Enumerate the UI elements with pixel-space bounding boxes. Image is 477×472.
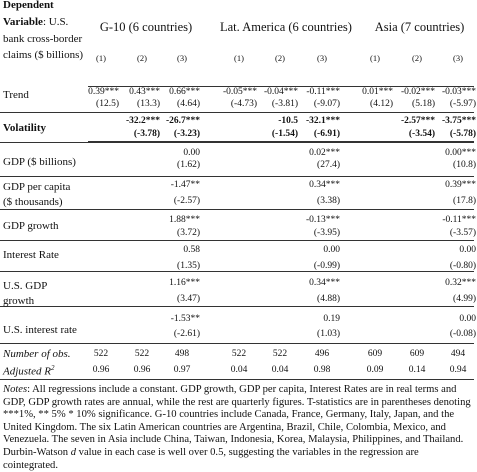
t-statistic: (3.47) (177, 294, 200, 304)
row-label: Interest Rate (3, 249, 59, 261)
coef-estimate: -26.7*** (165, 116, 200, 126)
row-label: ($ thousands) (3, 196, 63, 208)
t-statistic: (4.64) (177, 99, 200, 109)
coef-estimate: 0.02*** (309, 148, 340, 158)
column-number: (2) (412, 53, 422, 63)
t-statistic: (-2.61) (173, 329, 200, 339)
t-statistic: (-4.73) (230, 99, 257, 109)
group-header: Asia (7 countries) (374, 20, 465, 34)
stat-value: 0.14 (408, 365, 426, 375)
row-rule (0, 240, 474, 241)
stat-value: 0.09 (366, 365, 384, 375)
t-statistic: (-2.57) (173, 196, 200, 206)
t-statistic: (-3.23) (173, 129, 200, 139)
coef-estimate: -1.53** (170, 314, 200, 324)
coef-estimate: 0.00*** (445, 148, 476, 158)
t-statistic: (27.4) (317, 160, 340, 170)
coef-estimate: 0.00 (459, 245, 476, 255)
coef-estimate: -0.02*** (400, 87, 435, 97)
dependent-variable-label (3, 0, 87, 64)
row-rule (0, 209, 474, 210)
coef-estimate: 0.34*** (309, 180, 340, 190)
t-statistic: (-3.95) (313, 228, 340, 238)
coef-estimate: 0.58 (183, 245, 200, 255)
coef-estimate: -1.47** (170, 180, 200, 190)
t-statistic: (4.99) (453, 294, 476, 304)
coef-estimate: 0.00 (459, 314, 476, 324)
t-statistic: (-6.91) (313, 129, 340, 139)
coef-estimate: 0.32*** (445, 278, 476, 288)
column-number: (3) (317, 53, 327, 63)
t-statistic: (3.38) (317, 196, 340, 206)
stat-value: 609 (409, 349, 425, 359)
t-statistic: (-0.99) (313, 261, 340, 271)
row-label: Volatility (3, 122, 46, 134)
stat-value: 0.96 (92, 365, 110, 375)
coef-estimate: 0.39*** (88, 87, 119, 97)
column-number: (1) (370, 53, 380, 63)
table-notes (3, 384, 471, 472)
notes-dw-d: d (70, 446, 76, 458)
row-rule (0, 306, 474, 307)
stat-label (3, 349, 71, 360)
t-statistic: (5.18) (412, 99, 435, 109)
stat-value: 496 (314, 349, 330, 359)
stat-value: 494 (450, 349, 466, 359)
row-rule (0, 176, 474, 177)
t-statistic: (3.72) (177, 228, 200, 238)
t-statistic: (-3.81) (271, 99, 298, 109)
coef-estimate: 0.39*** (445, 180, 476, 190)
t-statistic: (12.5) (96, 99, 119, 109)
dependent-variable-rest: : U.S. bank cross-border claims ($ billions) (3, 15, 84, 62)
notes-tail: value in each case is well over 0.5, suggesting the variables in the regression are cointegrated. (3, 446, 419, 471)
row-rule (0, 112, 474, 113)
t-statistic: (-0.08) (449, 329, 476, 339)
row-label: GDP per capita (3, 181, 71, 193)
row-label: U.S. interest rate (3, 324, 77, 336)
t-statistic: (4.12) (370, 99, 393, 109)
notes-lead: Notes (3, 384, 28, 395)
t-statistic: (1.03) (317, 329, 340, 339)
t-statistic: (-3.54) (408, 129, 435, 139)
stat-value: 0.96 (133, 365, 151, 375)
coef-estimate: -0.11*** (306, 87, 340, 97)
stat-value: 522 (93, 349, 109, 359)
coef-estimate: -32.1*** (305, 116, 340, 126)
coef-estimate: -32.2*** (125, 116, 160, 126)
stat-label (3, 365, 54, 378)
column-number: (2) (137, 53, 147, 63)
t-statistic: (-3.78) (133, 129, 160, 139)
t-statistic: (13.3) (137, 99, 160, 109)
group-header: G-10 (6 countries) (99, 20, 193, 34)
stat-label-text: Adjusted R (3, 365, 51, 378)
row-rule (0, 343, 474, 344)
column-number: (2) (275, 53, 285, 63)
t-statistic: (-9.07) (313, 99, 340, 109)
coef-estimate: -0.05*** (222, 87, 257, 97)
column-number: (3) (453, 53, 463, 63)
dependent-variable-bold: Dependent Variable (3, 0, 54, 28)
stat-value: 0.98 (313, 365, 331, 375)
coef-estimate: -3.75*** (441, 116, 476, 126)
t-statistic: (-5.97) (449, 99, 476, 109)
t-statistic: (4.88) (317, 294, 340, 304)
row-rule (0, 271, 474, 272)
coef-estimate: 1.88*** (169, 215, 200, 225)
coef-estimate: -10.5 (278, 116, 298, 126)
row-label: GDP growth (3, 220, 59, 232)
stat-value: 0.97 (173, 365, 191, 375)
stat-label-superscript: 2 (50, 364, 55, 372)
coef-estimate: -0.11*** (442, 215, 476, 225)
t-statistic: (-3.57) (449, 228, 476, 238)
coef-estimate: 0.19 (323, 314, 340, 324)
stat-value: 522 (272, 349, 288, 359)
t-statistic: (1.62) (177, 160, 200, 170)
stat-value: 498 (174, 349, 190, 359)
stat-label-text: Number of obs. (3, 348, 71, 360)
t-statistic: (-5.78) (449, 129, 476, 139)
coef-estimate: 0.34*** (309, 278, 340, 288)
t-statistic: (-0.80) (449, 261, 476, 271)
notes-text: : All regressions include a constant. GDP growth, GDP per capita, Interest Rates are in real terms and GDP, GDP growth rates are annual, while the rest are quarterly figures. T-statistics are in parentheses denoting ***1%, ** 5% * 10% significance. G-10 countries include Canada, France, Germany, Italy, Japan, and the United Kingdom. The six Latin American countries are Argentina, Brazil, Chile, Colombia, Mexico, and Venezuela. The seven in Asia include China, Taiwan, Indonesia, Korea, Malaysia, Philippines, and Thailand. Durbin-Watson (3, 384, 471, 458)
coef-estimate: 0.00 (323, 245, 340, 255)
coef-estimate: -0.04*** (263, 87, 298, 97)
stat-value: 609 (367, 349, 383, 359)
row-label: GDP ($ billions) (3, 156, 76, 168)
coef-estimate: 0.66*** (169, 87, 200, 97)
row-label: U.S. GDP (3, 280, 48, 292)
group-header: Lat. America (6 countries) (220, 20, 352, 34)
t-statistic: (10.8) (453, 160, 476, 170)
stat-value: 0.04 (271, 365, 289, 375)
row-label: Trend (3, 89, 29, 101)
coef-estimate: 0.01*** (362, 87, 393, 97)
stat-value: 0.04 (230, 365, 248, 375)
t-statistic: (-1.54) (271, 129, 298, 139)
row-rule (0, 142, 474, 143)
stat-value: 522 (134, 349, 150, 359)
coef-estimate: -2.57*** (400, 116, 435, 126)
coef-estimate: 0.43*** (129, 87, 160, 97)
coef-estimate: -0.03*** (441, 87, 476, 97)
column-number: (1) (234, 53, 244, 63)
bottom-rule (0, 379, 474, 380)
coef-estimate: 0.00 (183, 148, 200, 158)
row-label: growth (3, 295, 35, 307)
stat-value: 0.94 (449, 365, 467, 375)
stat-value: 522 (231, 349, 247, 359)
column-number: (3) (177, 53, 187, 63)
coef-estimate: 1.16*** (169, 278, 200, 288)
column-number: (1) (96, 53, 106, 63)
t-statistic: (17.8) (453, 196, 476, 206)
coef-estimate: -0.13*** (305, 215, 340, 225)
t-statistic: (1.35) (177, 261, 200, 271)
